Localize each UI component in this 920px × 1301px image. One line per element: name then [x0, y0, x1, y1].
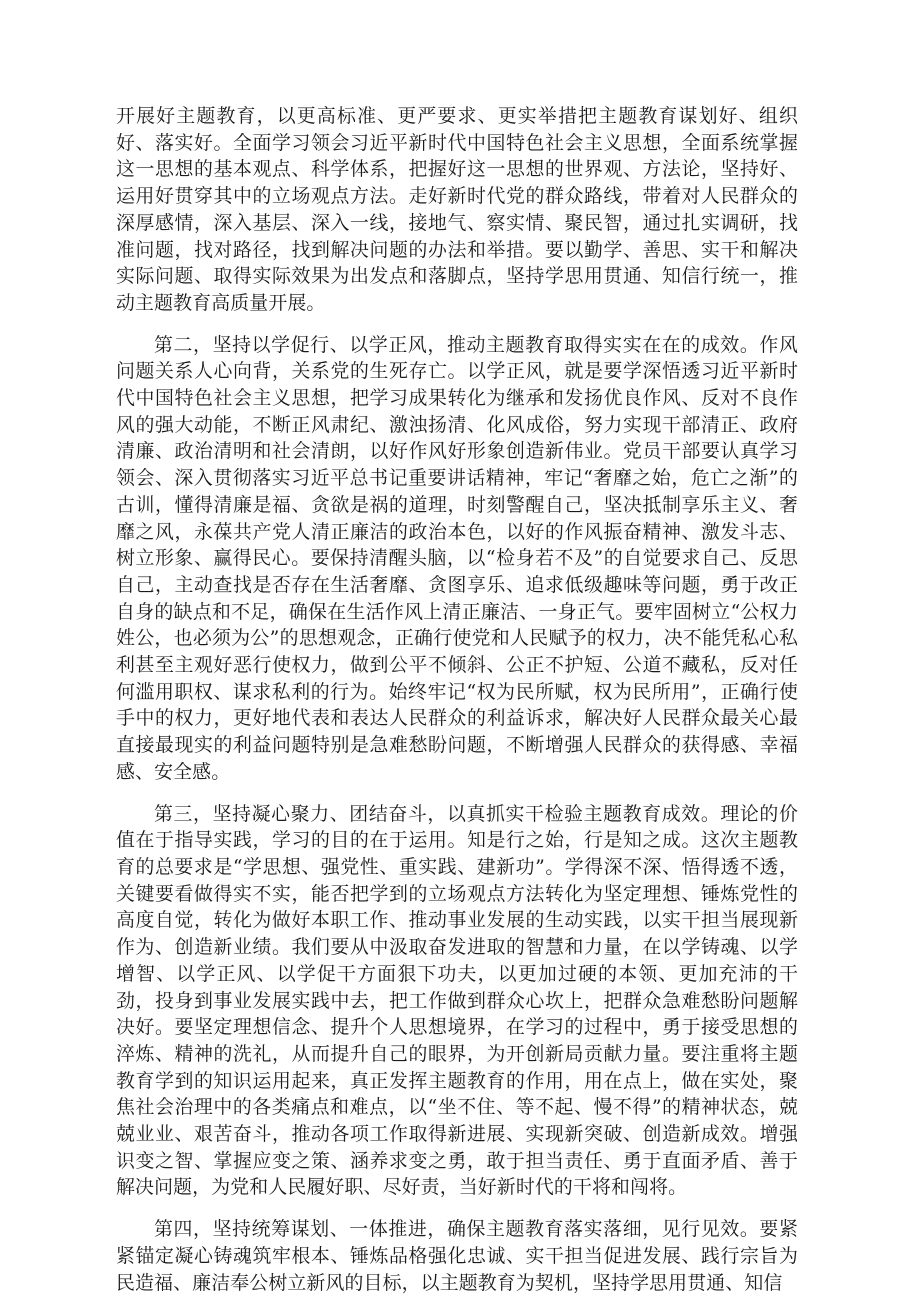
document-body — [116, 103, 798, 1296]
paragraph-4: 第四，坚持统筹谋划、一体推进，确保主题教育落实落细，见行见效。要紧紧锚定凝心铸魂筑牢根本、锤炼品格强化忠诚、实干担当促进发展、践行宗旨为民造福、廉洁奉公树立新风的目标，以主题教育为契机，坚持学思用贯通、知信 — [116, 1218, 798, 1294]
paragraph-2: 第二，坚持以学促行、以学正风，推动主题教育取得实实在在的成效。作风问题关系人心向背，关系党的生死存亡。以学正风，就是要学深悟透习近平新时代中国特色社会主义思想，把学习成果转化为继承和发扬优良作风、反对不良作风的强大动能，不断正风肃纪、激浊扬清、化风成俗，努力实现干部清正、政府清廉、政治清明和社会清朗，以好作风好形象创造新伟业。党员干部要认真学习领会、深入贯彻落实习近平总书记重要讲话精神，牢记“奢靡之始，危亡之渐”的古训，懂得清廉是福、贪欲是祸的道理，时刻警醒自己，坚决抵制享乐主义、奢靡之风，永葆共产党人清正廉洁的政治本色，以好的作风振奋精神、激发斗志、树立形象、赢得民心。要保持清醒头脑，以“检身若不及”的自觉要求自己、反思自己，主动查找是否存在生活奢靡、贪图享乐、追求低级趣味等问题，勇于改正自身的缺点和不足，确保在生活作风上清正廉洁、一身正气。要牢固树立“公权力姓公，也必须为公”的思想观念，正确行使党和人民赋予的权力，决不能凭私心私利甚至主观好恶行使权力，做到公平不倾斜、公正不护短、公道不藏私，反对任何滥用职权、谋求私利的行为。始终牢记“权为民所赋，权为民所用”，正确行使手中的权力，更好地代表和表达人民群众的利益诉求，解决好人民群众最关心最直接最现实的利益问题特别是急难愁盼问题，不断增强人民群众的获得感、幸福感、安全感。 — [116, 333, 798, 783]
paragraph-3: 第三，坚持凝心聚力、团结奋斗，以真抓实干检验主题教育成效。理论的价值在于指导实践，学习的目的在于运用。知是行之始，行是知之成。这次主题教育的总要求是“学思想、强党性、重实践、建新功”。学得深不深、悟得透不透，关键要看做得实不实，能否把学到的立场观点方法转化为坚定理想、锤炼党性的高度自觉，转化为做好本职工作、推动事业发展的生动实践，以实干担当展现新作为、创造新业绩。我们要从中汲取奋发进取的智慧和力量，在以学铸魂、以学增智、以学正风、以学促干方面狠下功夫，以更加过硬的本领、更加充沛的干劲，投身到事业发展实践中去，把工作做到群众心坎上，把群众急难愁盼问题解决好。要坚定理想信念、提升个人思想境界，在学习的过程中，勇于接受思想的淬炼、精神的洗礼，从而提升自己的眼界，为开创新局贡献力量。要注重将主题教育学到的知识运用起来，真正发挥主题教育的作用，用在点上，做在实处，聚焦社会治理中的各类痛点和难点，以“坐不住、等不起、慢不得”的精神状态，兢兢业业、艰苦奋斗，推动各项工作取得新进展、实现新突破、创造新成效。增强识变之智、掌握应变之策、涵养求变之勇，敢于担当责任、勇于直面矛盾、善于解决问题，为党和人民履好职、尽好责，当好新时代的干将和闯将。 — [116, 802, 798, 1199]
paragraph-1: 开展好主题教育，以更高标准、更严要求、更实举措把主题教育谋划好、组织好、落实好。全面学习领会习近平新时代中国特色社会主义思想，全面系统掌握这一思想的基本观点、科学体系，把握好这一思想的世界观、方法论，坚持好、运用好贯穿其中的立场观点方法。走好新时代党的群众路线，带着对人民群众的深厚感情，深入基层、深入一线，接地气、察实情、聚民智，通过扎实调研，找准问题，找对路径，找到解决问题的办法和举措。要以勤学、善思、实干和解决实际问题、取得实际效果为出发点和落脚点，坚持学思用贯通、知信行统一，推动主题教育高质量开展。 — [116, 105, 798, 314]
